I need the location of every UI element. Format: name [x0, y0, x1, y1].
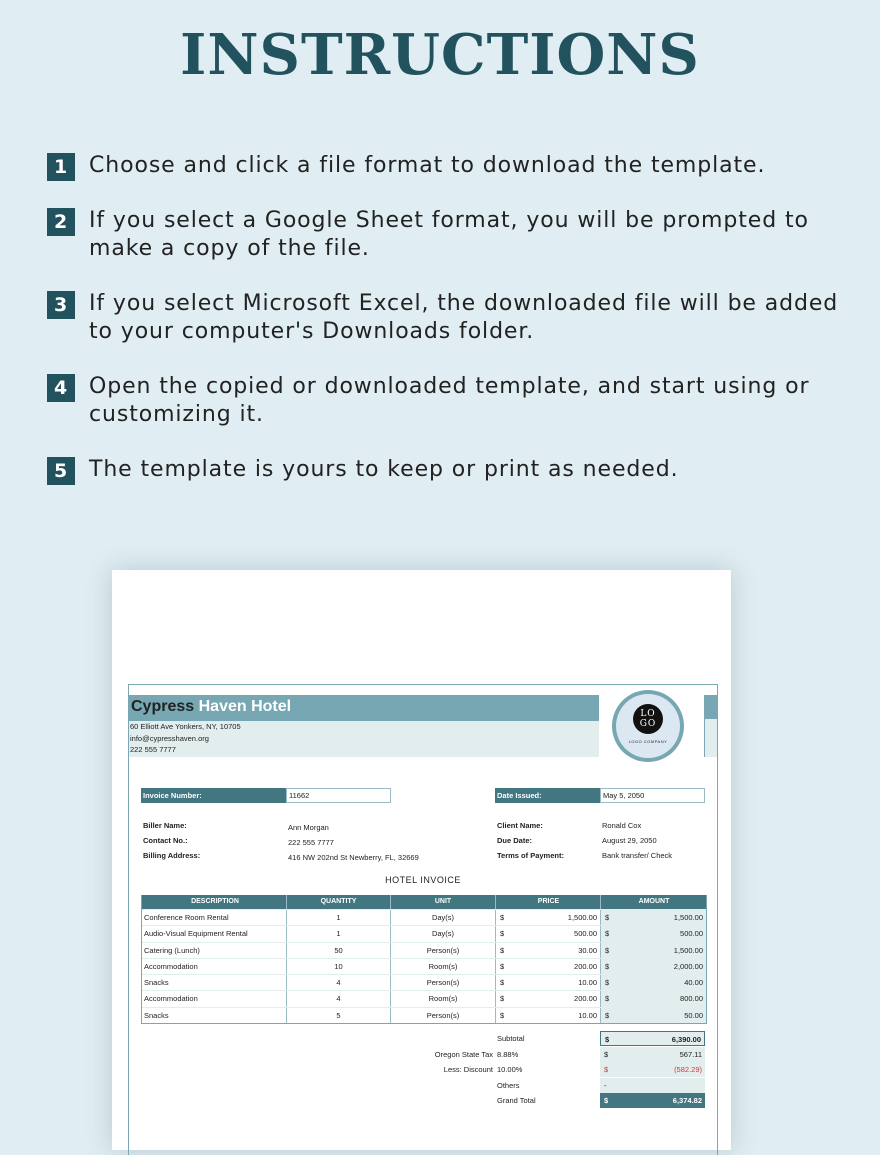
company-logo: LO GO LOGO COMPANY [612, 690, 684, 762]
discount-label: Less: Discount [443, 1065, 493, 1074]
step-number-badge: 2 [47, 208, 75, 236]
column-header: UNIT [391, 895, 496, 909]
item-price: $ 30.00 [496, 943, 601, 958]
grand-total-row: Grand Total $ 6,374.82 [129, 1093, 717, 1108]
item-quantity: 50 [287, 943, 391, 958]
page-title: INSTRUCTIONS [180, 22, 700, 88]
instruction-list [47, 152, 847, 511]
item-amount: $ 1,500.00 [601, 943, 706, 958]
others-label: Others [497, 1080, 520, 1090]
contact-value: 222 555 7777 [288, 838, 334, 847]
step-text: If you select a Google Sheet format, you will be prompted to make a copy of the file. [89, 208, 809, 261]
item-quantity: 4 [287, 975, 391, 990]
step-number-badge: 1 [47, 153, 75, 181]
item-description: Catering (Lunch) [142, 943, 287, 958]
invoice-number-value: 11662 [286, 788, 391, 803]
tax-value: 567.11 [679, 1049, 702, 1059]
item-amount: $ 50.00 [601, 1008, 706, 1023]
item-unit: Room(s) [391, 959, 496, 974]
invoice-table [141, 895, 707, 1024]
table-row [142, 925, 706, 941]
grand-total-value: 6,374.82 [672, 1096, 702, 1105]
instruction-step [47, 207, 847, 263]
table-row [142, 909, 706, 925]
grand-total-label: Grand Total [497, 1096, 536, 1105]
item-price: $ 200.00 [496, 959, 601, 974]
table-row [142, 990, 706, 1006]
item-description: Audio-Visual Equipment Rental [142, 926, 287, 941]
date-issued-label: Date Issued: [495, 788, 600, 803]
discount-value: (582.29) [674, 1065, 702, 1074]
date-issued-value: May 5, 2050 [600, 788, 705, 803]
column-header: DESCRIPTION [142, 895, 287, 909]
item-price: $ 200.00 [496, 991, 601, 1006]
step-text: Open the copied or downloaded template, and start using or customizing it. [89, 374, 810, 427]
hotel-contact-block [129, 721, 599, 757]
tax-row: Oregon State Tax 8.88% $ 567.11 [129, 1047, 717, 1062]
header-right-strip [704, 695, 717, 757]
discount-row: Less: Discount 10.00% $ (582.29) [129, 1062, 717, 1077]
item-description: Snacks [142, 975, 287, 990]
invoice-sheet [128, 684, 718, 1155]
terms-label: Terms of Payment: [497, 851, 564, 860]
instruction-step [47, 456, 847, 484]
item-quantity: 1 [287, 910, 391, 925]
item-quantity: 4 [287, 991, 391, 1006]
item-amount: $ 40.00 [601, 975, 706, 990]
subtotal-value: 6,390.00 [671, 1035, 701, 1044]
terms-value: Bank transfer/ Check [602, 851, 673, 860]
item-unit: Day(s) [391, 910, 496, 925]
step-number-badge: 5 [47, 457, 75, 485]
instruction-step [47, 373, 847, 429]
table-row [142, 1007, 706, 1023]
step-text: The template is yours to keep or print as needed. [89, 457, 679, 482]
item-description: Conference Room Rental [142, 910, 287, 925]
table-row [142, 942, 706, 958]
subtotal-label: Subtotal [497, 1034, 525, 1043]
others-row [129, 1078, 717, 1093]
table-row [142, 958, 706, 974]
item-description: Snacks [142, 1008, 287, 1023]
step-number-badge: 4 [47, 374, 75, 402]
step-text: If you select Microsoft Excel, the downloaded file will be added to your computer's Downloads folder. [89, 291, 839, 344]
due-date-label: Due Date: [497, 836, 533, 845]
item-price: $ 500.00 [496, 926, 601, 941]
item-unit: Day(s) [391, 926, 496, 941]
due-date-value: August 29, 2050 [602, 836, 657, 845]
item-amount: $ 1,500.00 [601, 910, 706, 925]
others-value: - [604, 1080, 607, 1090]
subtotal-row: Subtotal $ 6,390.00 [129, 1031, 717, 1046]
table-row [142, 974, 706, 990]
logo-caption: LOGO COMPANY [628, 739, 668, 744]
hotel-header-band [129, 695, 599, 721]
item-amount: $ 2,000.00 [601, 959, 706, 974]
item-unit: Person(s) [391, 943, 496, 958]
invoice-preview [112, 570, 731, 1150]
table-header [142, 895, 706, 909]
item-amount: $ 800.00 [601, 991, 706, 1006]
step-text: Choose and click a file format to download the template. [89, 153, 766, 178]
instruction-step [47, 152, 847, 180]
item-price: $ 10.00 [496, 1008, 601, 1023]
client-name-value: Ronald Cox [602, 821, 642, 830]
item-price: $ 10.00 [496, 975, 601, 990]
contact-label: Contact No.: [143, 836, 188, 845]
tax-label: Oregon State Tax [434, 1049, 493, 1059]
column-header: PRICE [496, 895, 601, 909]
billing-address-value: 416 NW 202nd St Newberry, FL, 32669 [288, 853, 419, 862]
item-description: Accommodation [142, 959, 287, 974]
column-header: QUANTITY [287, 895, 391, 909]
item-quantity: 10 [287, 959, 391, 974]
column-header: AMOUNT [601, 895, 706, 909]
step-number-badge: 3 [47, 291, 75, 319]
biller-name-value: Ann Morgan [288, 823, 329, 832]
item-unit: Person(s) [391, 1008, 496, 1023]
item-price: $ 1,500.00 [496, 910, 601, 925]
discount-percent: 10.00% [497, 1065, 523, 1074]
tax-percent: 8.88% [497, 1049, 519, 1059]
item-quantity: 1 [287, 926, 391, 941]
hotel-email: info@cypresshaven.org [130, 733, 209, 743]
item-unit: Person(s) [391, 975, 496, 990]
biller-name-label: Biller Name: [143, 821, 187, 830]
item-quantity: 5 [287, 1008, 391, 1023]
item-description: Accommodation [142, 991, 287, 1006]
invoice-table-title: HOTEL INVOICE [385, 875, 461, 885]
hotel-name: Cypress Haven Hotel [131, 698, 292, 715]
billing-address-label: Billing Address: [143, 851, 201, 860]
client-name-label: Client Name: [497, 821, 543, 830]
instruction-step [47, 290, 847, 346]
item-amount: $ 500.00 [601, 926, 706, 941]
hotel-phone: 222 555 7777 [130, 745, 176, 754]
item-unit: Room(s) [391, 991, 496, 1006]
invoice-number-label: Invoice Number: [141, 788, 286, 803]
hotel-address: 60 Elliott Ave Yonkers, NY, 10705 [130, 722, 241, 731]
